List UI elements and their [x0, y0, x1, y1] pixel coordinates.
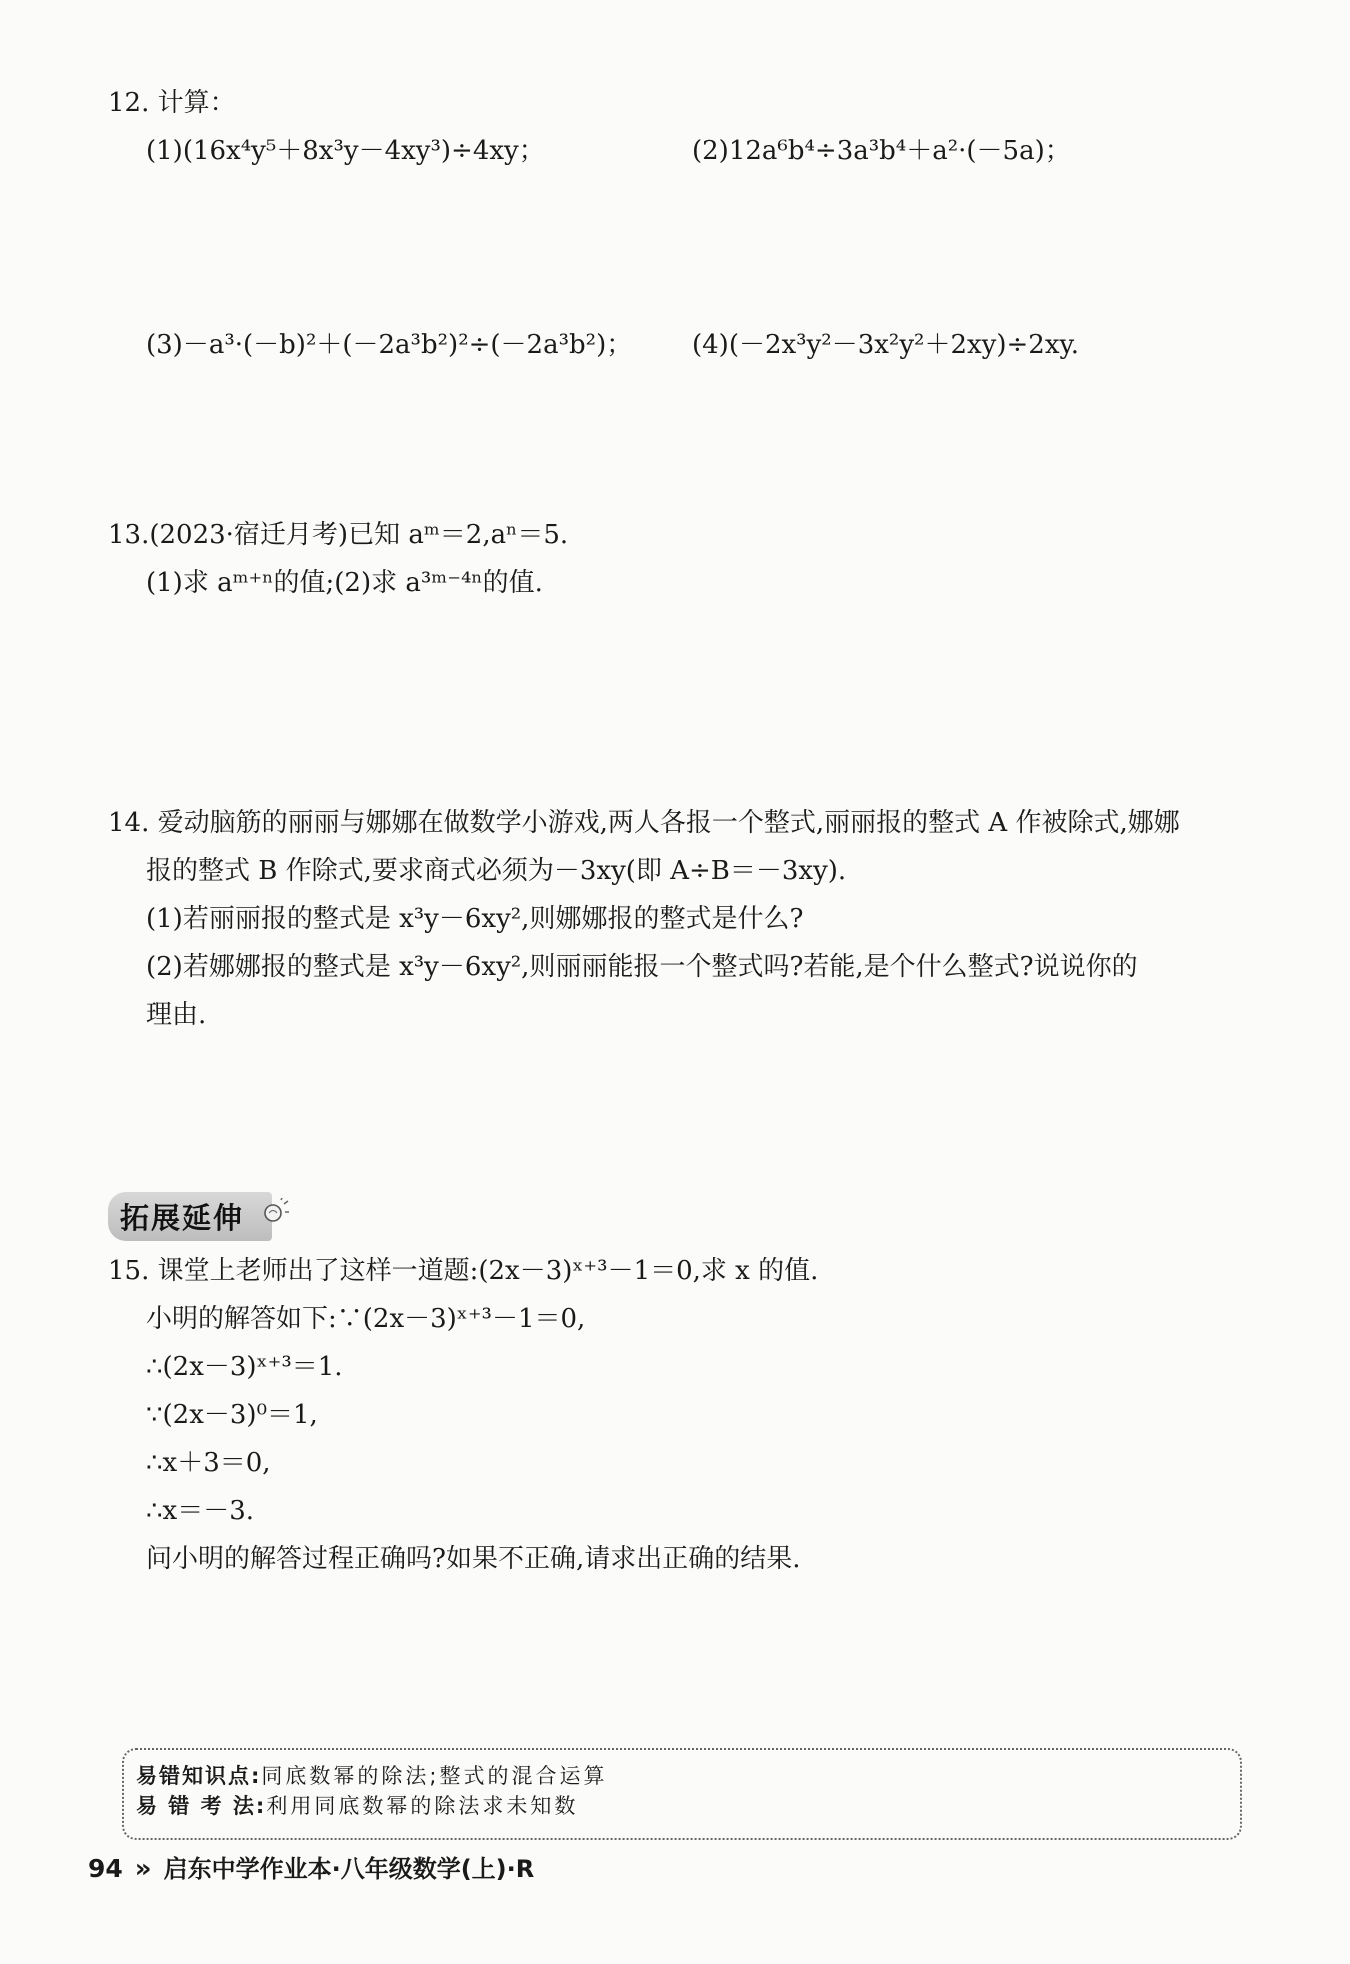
page-footer — [88, 1853, 534, 1885]
q15-line3: ∴(2x－3)ˣ⁺³＝1. — [146, 1352, 343, 1382]
q15-line7: 问小明的解答过程正确吗?如果不正确,请求出正确的结果. — [146, 1544, 801, 1574]
book-title: 启东中学作业本·八年级数学(上)·R — [163, 1855, 535, 1883]
q14-line1: 14. 爱动脑筋的丽丽与娜娜在做数学小游戏,两人各报一个整式,丽丽报的整式 A 作被除式,娜娜 — [108, 808, 1180, 838]
q14-line3: (1)若丽丽报的整式是 x³y－6xy²,则娜娜报的整式是什么? — [146, 904, 804, 934]
note-method — [136, 1792, 578, 1820]
q12-part2: (2)12a⁶b⁴÷3a³b⁴＋a²·(－5a)； — [692, 136, 1071, 166]
q13-title: 13.(2023·宿迁月考)已知 aᵐ＝2,aⁿ＝5. — [108, 520, 569, 550]
page-number: 94 — [88, 1854, 123, 1883]
lightbulb-icon — [260, 1198, 290, 1228]
q15-line4: ∵(2x－3)⁰＝1, — [146, 1400, 318, 1430]
section-title-text: 拓展延伸 — [120, 1201, 245, 1235]
q12-part4: (4)(－2x³y²－3x²y²＋2xy)÷2xy. — [692, 330, 1079, 360]
note-knowledge-text: 同底数幂的除法;整式的混合运算 — [261, 1764, 608, 1788]
q15-line6: ∴x＝－3. — [146, 1496, 255, 1526]
section-header — [108, 1192, 272, 1241]
note-method-label: 易 错 考 法: — [136, 1794, 267, 1818]
section-title — [108, 1192, 272, 1241]
note-knowledge-label: 易错知识点: — [136, 1764, 262, 1788]
q12-part3: (3)－a³·(－b)²＋(－2a³b²)²÷(－2a³b²)； — [146, 330, 633, 360]
chevron-right-icon: » — [134, 1854, 152, 1884]
q14-line4: (2)若娜娜报的整式是 x³y－6xy²,则丽丽能报一个整式吗?若能,是个什么整式?说说你的 — [146, 952, 1138, 982]
note-knowledge — [136, 1762, 607, 1790]
q13-parts: (1)求 aᵐ⁺ⁿ的值;(2)求 a³ᵐ⁻⁴ⁿ的值. — [146, 568, 543, 598]
note-method-text: 利用同底数幂的除法求未知数 — [266, 1794, 579, 1818]
q15-line1: 15. 课堂上老师出了这样一道题:(2x－3)ˣ⁺³－1＝0,求 x 的值. — [108, 1256, 819, 1286]
q12-title: 12. 计算： — [108, 88, 236, 118]
q15-line2: 小明的解答如下:∵(2x－3)ˣ⁺³－1＝0, — [146, 1304, 586, 1334]
q15-line5: ∴x＋3＝0, — [146, 1448, 271, 1478]
q12-part1: (1)(16x⁴y⁵＋8x³y－4xy³)÷4xy； — [146, 136, 545, 166]
q14-line5: 理由. — [146, 1000, 207, 1030]
q14-line2: 报的整式 B 作除式,要求商式必须为－3xy(即 A÷B＝－3xy). — [146, 856, 847, 886]
